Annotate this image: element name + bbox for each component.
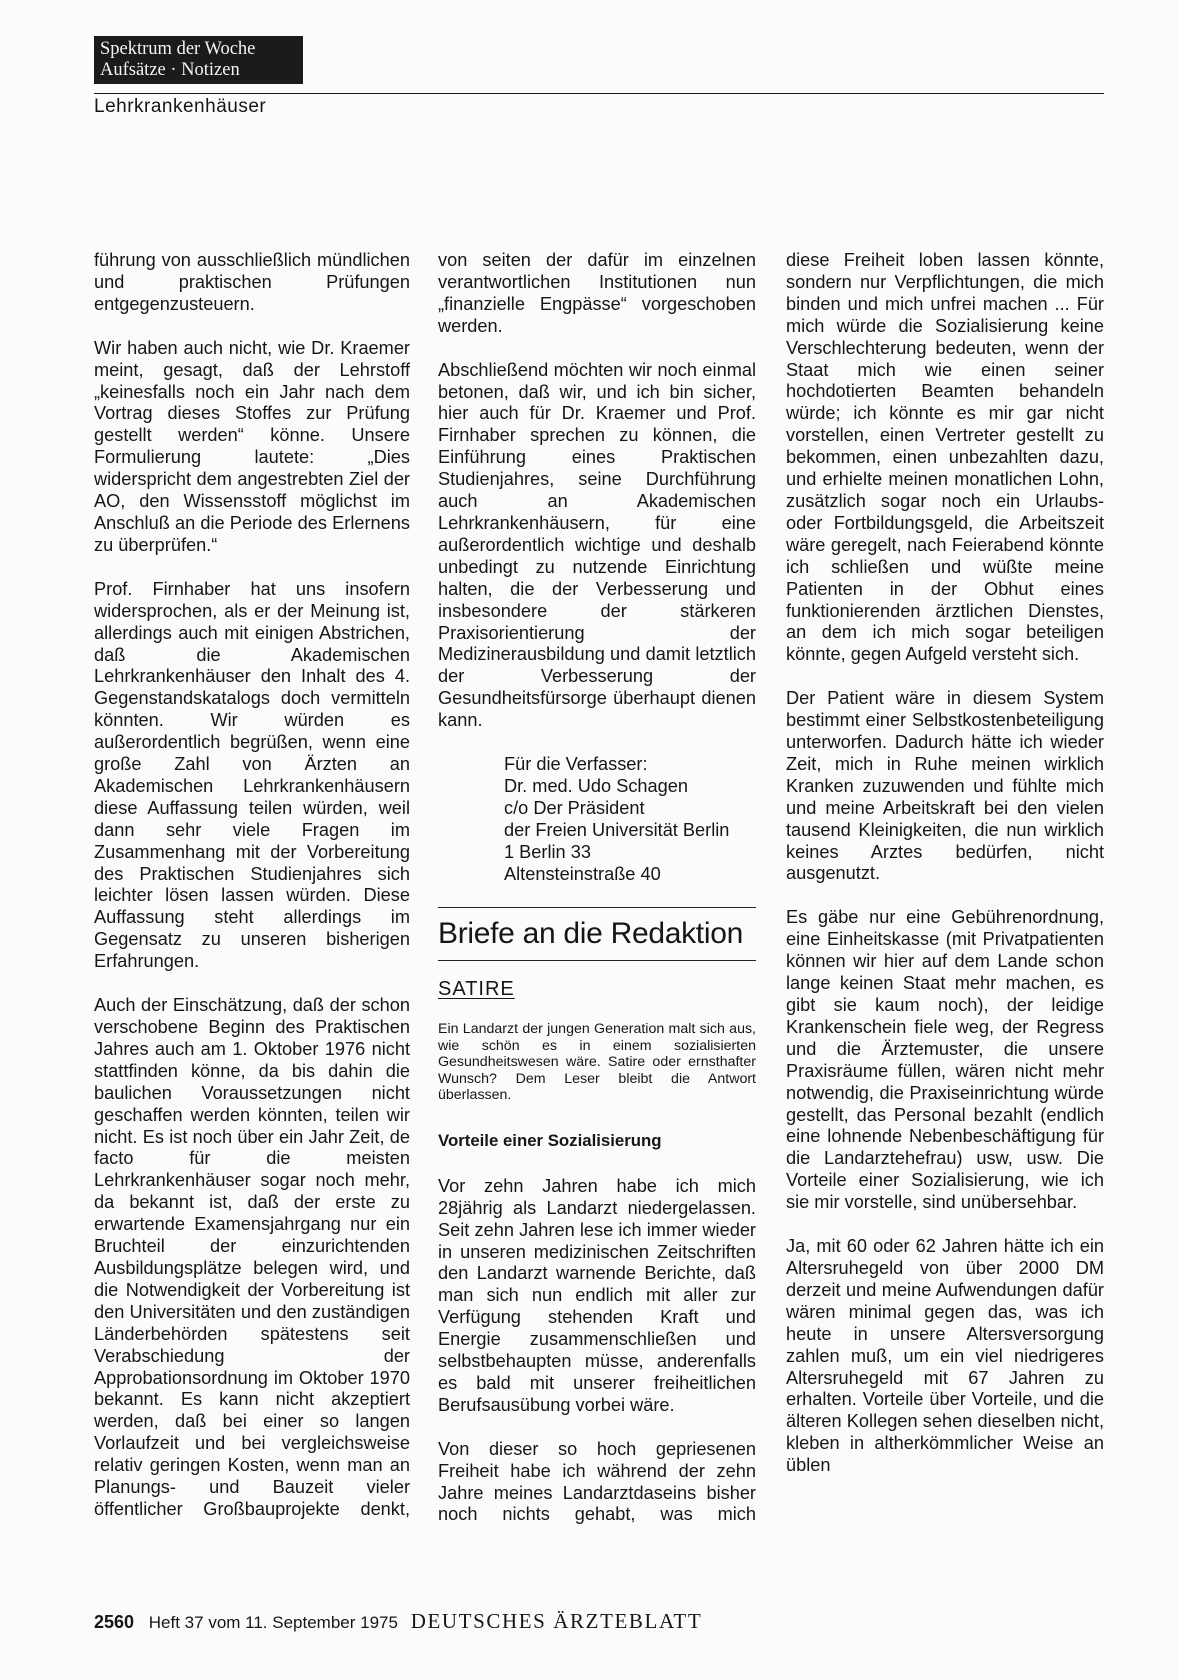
paragraph: Vor zehn Jahren habe ich mich 28jährig als Landarzt niedergelassen. Seit zehn Jahren lese ich immer wieder in unseren medizinischen Zeitschriften den Landarzt warnende Berichte, daß man sich nun endlich mit aller zur Verfügung stehenden Kraft und Energie zusammenschließen und selbstbehaupten müsse, anderenfalls es bald mit unserer freiheitlichen Berufsausübung vorbei wäre. xyxy=(438,1175,756,1415)
issue-info: Heft 37 vom 11. September 1975 xyxy=(148,1613,398,1632)
author-address xyxy=(504,754,756,885)
article-intro: Ein Landarzt der jungen Generation malt sich aus, wie schön es in einem sozialisierten Gesundheitswesen wäre. Satire oder ernsthafter Wunsch? Dem Leser bleibt die Antwort überlassen. xyxy=(438,1021,756,1104)
masthead xyxy=(94,36,303,84)
satire-label: SATIRE xyxy=(438,978,515,1001)
magazine-name: DEUTSCHES ÄRZTEBLATT xyxy=(410,1609,703,1633)
header-rule xyxy=(94,93,1104,94)
section-rule-bottom xyxy=(438,960,756,961)
paragraph: diese Freiheit loben lassen könnte, sondern nur Verpflichtungen, die mich binden und mich unfrei machen ... Für mich würde die Sozialisierung keine Verschlechterung bedeuten, wenn der Staat mich wie einen seiner hochdotierten Beamten behandeln würde; ich könnte es mir gar nicht vorstellen, einen Vertreter gestellt zu bekommen, einen unbezahlten dazu, und erhielte meinen monatlichen Lohn, zusätzlich sogar noch ein Urlaubs- oder Fortbildungsgeld, die Arbeitszeit wäre geregelt, nach Feierabend könnte ich schließen und wüßte meine Patienten in der Obhut eines funktionierenden ärztlichen Dienstes, an dem ich mich sogar beteiligen könnte, gegen Aufgeld versteht sich. xyxy=(786,250,1104,665)
section-title: Lehrkrankenhäuser xyxy=(94,96,267,117)
column-1 xyxy=(94,250,410,1543)
page-footer xyxy=(94,1609,702,1634)
address-line: Altensteinstraße 40 xyxy=(504,863,661,884)
column-3 xyxy=(786,250,1104,1499)
paragraph: führung von ausschließlich mündlichen und praktischen Prüfungen entgegenzusteuern. xyxy=(94,250,410,314)
address-line: 1 Berlin 33 xyxy=(504,841,591,862)
address-line: der Freien Universität Berlin xyxy=(504,819,730,840)
masthead-title: Spektrum der Woche xyxy=(100,39,256,59)
page-number: 2560 xyxy=(94,1612,135,1632)
paragraph: Der Patient wäre in diesem System bestimmt einer Selbstkostenbeteiligung unterworfen. Dadurch hätte ich wieder Zeit, mich in Ruhe meinen wirklich Kranken zuzuwenden und fühlte mich und meine Arbeitskraft bei den vielen tausend Kleinigkeiten, die nun wirklich keines Arztes bedürfen, nicht ausgenutzt. xyxy=(786,688,1104,884)
address-line: c/o Der Präsident xyxy=(504,797,645,818)
paragraph: Es gäbe nur eine Gebührenordnung, eine Einheitskasse (mit Privatpatienten können wir hier auf dem Lande schon lange keinen Staat mehr machen, es gibt sie kaum noch), der leidige Krankenschein fiele weg, der Regress und die Ärztemuster, die unsere Praxisräume füllen, wären nicht mehr notwendig, die Praxiseinrichtung würde gestellt, das Personal bezahlt (endlich eine lohnende Nebenbeschäftigung für die Landarztehefrau) usw, usw. Die Vorteile einer Sozialisierung, wie ich sie mir vorstelle, sind unübersehbar. xyxy=(786,907,1104,1213)
address-line: Für die Verfasser: xyxy=(504,754,648,775)
paragraph: Ja, mit 60 oder 62 Jahren hätte ich ein Altersruhegeld von über 2000 DM derzeit und meine Aufwendungen dafür wären minimal gegen das, was ich heute in unsere Altersversorgung zahlen muß, um ein viel niedrigeres Altersruhegeld mit 67 Jahren zu erhalten. Vorteile über Vorteile, und die älteren Kollegen sehen dieselben nicht, kleben in altherkömmlicher Weise an üblen xyxy=(786,1236,1104,1476)
section-rule-top xyxy=(438,907,756,908)
paragraph: Prof. Firnhaber hat uns insofern widersprochen, als er der Meinung ist, allerdings auch mit einigen Abstrichen, daß die Akademischen Lehrkrankenhäuser den Inhalt des 4. Gegenstandskatalogs doch vermitteln könnten. Wir würden es außerordentlich begrüßen, wenn eine große Zahl von Ärzten an Akademischen Lehrkrankenhäusern diese Auffassung teilen würden, weil dann sehr viele Fragen im Zusammenhang mit der Vorbereitung des Praktischen Studienjahres sich leichter lösen lassen würden. Diese Auffassung steht allerdings im Gegensatz zu unseren bisherigen Erfahrungen. xyxy=(94,578,410,972)
paragraph: Auch der Einschätzung, daß der schon verschobene Beginn des Praktischen Jahres auch am 1. Oktober 1976 nicht stattfinden könne, da bis dahin die baulichen Voraussetzungen nicht geschaffen werden könnten, teilen wir nicht. Es ist noch über ein Jahr Zeit, de facto für die meisten Lehrkrankenhäuser sogar noch mehr, da bekannt ist, daß der erste zu erwartende Examensjahrgang nur ein Bruchteil der einzurichtenden Ausbildungsplätze belegen wird, und die Notwendigkeit der Vorbereitung ist den Universitäten und den zuständigen Länderbehörden spätestens seit Verabschiedung der Approbationsordnung im Oktober 1970 bekannt. Es kann nicht akzeptiert werden, daß bei einer so langen Vorlaufzeit und bei vergleichsweise relativ geringen Kosten, wenn man an Planungs- und Bauzeit vieler öffentlicher Großbauprojekte denkt, xyxy=(94,995,410,1519)
address-line: Dr. med. Udo Schagen xyxy=(504,775,688,796)
masthead-subtitle: Aufsätze · Notizen xyxy=(100,60,240,80)
column-2 xyxy=(438,250,756,1548)
paragraph: Von dieser so hoch gepriesenen Freiheit habe ich während der zehn Jahre meines Landarztdaseins bisher noch nichts gehabt, was mich xyxy=(438,1438,756,1525)
paragraph: Abschließend möchten wir noch einmal betonen, daß wir, und ich bin sicher, hier auch für Dr. Kraemer und Prof. Firnhaber sprechen zu können, die Einführung eines Praktischen Studienjahres, seine Durchführung auch an Akademischen Lehrkrankenhäusern, für eine außerordentlich wichtige und deshalb unbedingt zu nutzende Einrichtung halten, die der Verbesserung und insbesondere der stärkeren Praxisorientierung der Medizinerausbildung und damit letztlich der Verbesserung der Gesundheitsfürsorge überhaupt dienen kann. xyxy=(438,359,756,731)
paragraph: von seiten der dafür im einzelnen verantwortlichen Institutionen nun „finanzielle Engpässe“ vorgeschoben werden. xyxy=(438,250,756,336)
letters-heading: Briefe an die Redaktion xyxy=(438,917,743,951)
article-subheading: Vorteile einer Sozialisierung xyxy=(438,1130,662,1150)
paragraph: Wir haben auch nicht, wie Dr. Kraemer meint, gesagt, daß der Lehrstoff „keinesfalls noch ein Jahr nach dem Vortrag dieses Stoffes zur Prüfung gestellt werden“ könne. Unsere Formulierung lautete: „Dies widerspricht dem angestrebten Ziel der AO, den Wissensstoff möglichst im Anschluß an die Periode des Erlernens zu überprüfen.“ xyxy=(94,337,410,555)
